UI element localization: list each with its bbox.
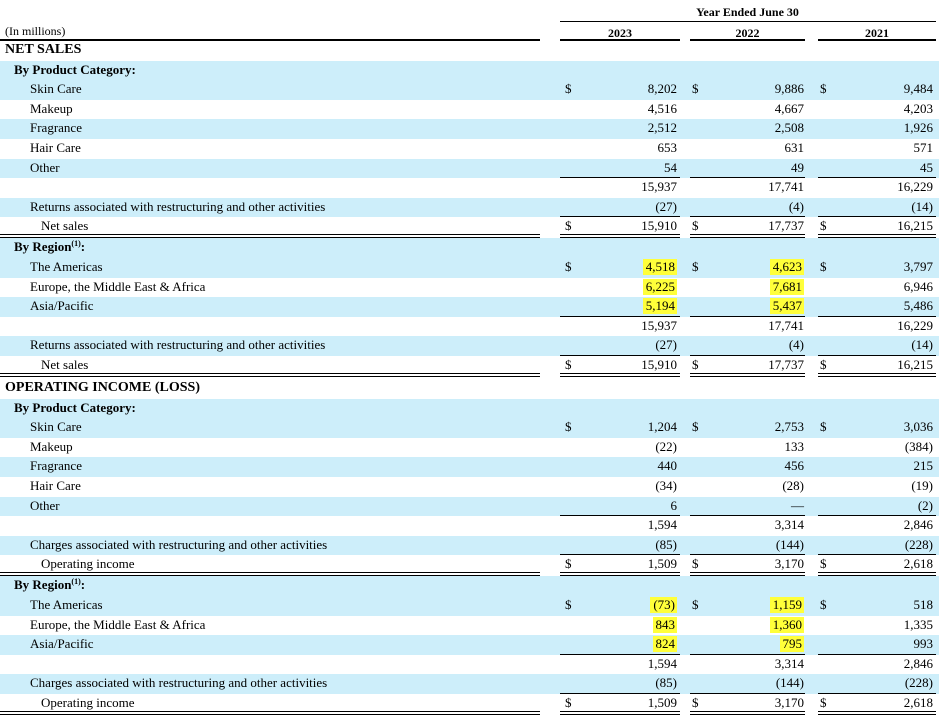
total-top-rule — [818, 693, 936, 694]
currency-symbol: $ — [820, 218, 827, 234]
row-label: Skin Care — [30, 81, 82, 97]
value-cell: 133 — [784, 438, 804, 454]
value-cell: (73) — [650, 597, 677, 613]
group-title-row — [0, 399, 939, 419]
value-cell: 5,194 — [643, 298, 677, 314]
subtotal-rule — [690, 654, 805, 655]
value-cell: 17,737 — [768, 357, 804, 372]
currency-symbol: $ — [820, 81, 827, 97]
value-cell: 17,737 — [768, 218, 804, 234]
group-title-text: By Region — [14, 239, 72, 255]
year-header-2023: 2023 — [608, 26, 632, 40]
value-cell: 2,618 — [903, 695, 933, 710]
subtotal-rule — [818, 316, 936, 317]
table-row — [0, 100, 939, 120]
subtotal-rule — [560, 316, 680, 317]
row-label: Net sales — [41, 357, 89, 372]
total-double-rule — [690, 711, 805, 715]
value-cell: 54 — [664, 159, 677, 175]
table-row — [0, 457, 939, 477]
value-cell: 824 — [653, 636, 678, 652]
table-row — [0, 80, 939, 100]
value-cell: (4) — [788, 198, 804, 214]
total-double-rule — [690, 234, 805, 238]
value-cell: (14) — [911, 337, 933, 353]
row-label: Europe, the Middle East & Africa — [30, 616, 206, 632]
currency-symbol: $ — [565, 597, 572, 612]
row-label: Hair Care — [30, 140, 81, 155]
footnote-marker: (1) — [71, 239, 81, 249]
total-double-rule-label — [0, 711, 540, 715]
value-cell: 7,681 — [770, 279, 804, 295]
subtotal-row — [0, 516, 939, 536]
group-title-text: By Region — [14, 577, 72, 593]
value-cell: 993 — [913, 636, 933, 652]
value-cell: 795 — [780, 636, 805, 652]
row-label: Charges associated with restructuring and other activities — [30, 536, 328, 552]
row-label: Returns associated with restructuring and other activities — [30, 198, 326, 214]
adjustment-row — [0, 336, 939, 356]
table-row — [0, 139, 939, 159]
total-top-rule — [690, 693, 805, 694]
total-double-rule — [818, 373, 936, 377]
row-label: Asia/Pacific — [30, 298, 94, 314]
value-cell: 2,508 — [774, 120, 804, 136]
section-title-row — [0, 41, 939, 61]
value-cell: (228) — [904, 675, 933, 691]
value-cell: (22) — [655, 438, 677, 454]
value-cell: 1,509 — [647, 695, 677, 710]
value-cell: (28) — [782, 478, 804, 493]
table-row — [0, 438, 939, 458]
total-double-rule — [560, 234, 680, 238]
value-cell: 1,335 — [903, 616, 933, 632]
value-cell: 3,797 — [903, 259, 933, 274]
group-title — [14, 577, 85, 593]
total-double-rule — [560, 373, 680, 377]
value-cell: 440 — [657, 458, 677, 474]
value-cell: (228) — [904, 536, 933, 552]
value-cell: 3,036 — [903, 419, 933, 435]
section-title: NET SALES — [5, 42, 82, 57]
value-cell: 6,946 — [903, 278, 933, 294]
total-top-rule — [560, 216, 680, 217]
value-cell: 15,937 — [641, 317, 677, 333]
group-title-suffix: : — [80, 239, 86, 255]
value-cell: 1,159 — [770, 597, 804, 613]
value-cell: 4,516 — [647, 100, 677, 116]
value-cell: 6,225 — [643, 279, 677, 295]
table-row — [0, 477, 939, 497]
value-cell: 518 — [913, 597, 933, 612]
total-double-rule — [690, 572, 805, 576]
value-cell: — — [791, 497, 804, 513]
currency-symbol: $ — [820, 357, 827, 372]
value-cell: 45 — [920, 159, 933, 175]
value-cell: 2,512 — [647, 120, 677, 136]
value-cell: 2,618 — [903, 556, 933, 572]
value-cell: 16,215 — [897, 218, 933, 234]
value-cell: 843 — [653, 617, 678, 633]
value-cell: 5,437 — [770, 298, 804, 314]
total-double-rule-label — [0, 234, 540, 238]
subtotal-rule — [560, 515, 680, 516]
row-label: Other — [30, 497, 60, 513]
table-row — [0, 297, 939, 317]
period-header: Year Ended June 30 — [696, 5, 799, 19]
value-cell: 15,910 — [641, 218, 677, 234]
value-cell: 9,886 — [774, 81, 804, 97]
row-label: Net sales — [41, 218, 89, 234]
subtotal-rule — [818, 515, 936, 516]
value-cell: 653 — [657, 140, 677, 155]
total-double-rule — [690, 373, 805, 377]
value-cell: (27) — [655, 337, 677, 353]
row-label: Hair Care — [30, 478, 81, 493]
row-label: Operating income — [41, 556, 135, 572]
total-double-rule — [560, 711, 680, 715]
row-label: The Americas — [30, 597, 103, 612]
row-label: Charges associated with restructuring and other activities — [30, 675, 328, 691]
currency-symbol: $ — [692, 597, 699, 612]
value-cell: 3,314 — [774, 517, 804, 533]
value-cell: 17,741 — [768, 317, 804, 333]
row-label: Other — [30, 159, 60, 175]
currency-symbol: $ — [565, 218, 572, 234]
group-title-row — [0, 61, 939, 81]
currency-symbol: $ — [820, 597, 827, 612]
group-title-text: By Product Category: — [14, 399, 136, 415]
currency-symbol: $ — [565, 419, 572, 435]
value-cell: 1,509 — [647, 556, 677, 572]
value-cell: (4) — [788, 337, 804, 353]
value-cell: 15,910 — [641, 357, 677, 372]
value-cell: 215 — [913, 458, 933, 474]
value-cell: 5,486 — [903, 298, 933, 314]
value-cell: (85) — [655, 536, 677, 552]
value-cell: (85) — [655, 675, 677, 691]
value-cell: (19) — [911, 478, 933, 493]
table-row — [0, 258, 939, 278]
value-cell: (34) — [655, 478, 677, 493]
currency-symbol: $ — [820, 259, 827, 274]
value-cell: 1,204 — [647, 419, 677, 435]
table-row — [0, 119, 939, 139]
column-header-row — [0, 22, 939, 39]
value-cell: 4,667 — [774, 100, 804, 116]
row-label: Makeup — [30, 438, 73, 454]
subtotal-rule — [560, 654, 680, 655]
row-label: Asia/Pacific — [30, 636, 94, 652]
currency-symbol: $ — [820, 556, 827, 572]
currency-symbol: $ — [692, 218, 699, 234]
value-cell: 17,741 — [768, 179, 804, 195]
row-label: Operating income — [41, 695, 135, 710]
value-cell: 1,594 — [647, 517, 677, 533]
total-double-rule — [560, 572, 680, 576]
currency-symbol: $ — [692, 556, 699, 572]
table-row — [0, 596, 939, 616]
currency-symbol: $ — [565, 695, 572, 710]
currency-symbol: $ — [565, 259, 572, 274]
currency-symbol: $ — [692, 81, 699, 97]
table-row — [0, 418, 939, 438]
value-cell: 8,202 — [647, 81, 677, 97]
footnote-marker: (1) — [71, 577, 81, 587]
table-row — [0, 616, 939, 636]
row-label: Makeup — [30, 100, 73, 116]
value-cell: (2) — [917, 497, 933, 513]
total-double-rule-label — [0, 373, 540, 377]
table-row — [0, 497, 939, 517]
subtotal-rule — [818, 654, 936, 655]
subtotal-rule — [690, 515, 805, 516]
value-cell: 571 — [913, 140, 933, 155]
value-cell: (14) — [911, 198, 933, 214]
table-row — [0, 635, 939, 655]
value-cell: 3,170 — [774, 695, 804, 710]
row-label: Europe, the Middle East & Africa — [30, 278, 206, 294]
row-label: Returns associated with restructuring and other activities — [30, 337, 326, 353]
group-title — [14, 62, 136, 78]
total-top-rule — [690, 554, 805, 555]
subtotal-rule — [560, 177, 680, 178]
row-label: The Americas — [30, 259, 103, 274]
group-title-row — [0, 238, 939, 258]
value-cell: 2,846 — [903, 655, 933, 671]
value-cell: 1,594 — [647, 655, 677, 671]
value-cell: 456 — [784, 458, 804, 474]
total-top-rule — [818, 355, 936, 356]
group-title-row — [0, 576, 939, 596]
group-title — [14, 239, 85, 255]
total-top-rule — [560, 355, 680, 356]
currency-symbol: $ — [820, 419, 827, 435]
currency-symbol: $ — [820, 695, 827, 710]
value-cell: 9,484 — [903, 81, 933, 97]
section-title-row — [0, 379, 939, 399]
value-cell: 631 — [784, 140, 804, 155]
adjustment-row — [0, 536, 939, 556]
total-top-rule — [690, 216, 805, 217]
value-cell: (384) — [904, 438, 933, 454]
table-row — [0, 278, 939, 298]
subtotal-row — [0, 178, 939, 198]
currency-symbol: $ — [565, 357, 572, 372]
group-title — [14, 400, 136, 416]
value-cell: 4,203 — [903, 100, 933, 116]
total-top-rule — [560, 554, 680, 555]
year-header-2021: 2021 — [865, 26, 889, 40]
total-top-rule — [560, 693, 680, 694]
value-cell: 16,229 — [897, 317, 933, 333]
value-cell: 6 — [670, 497, 677, 513]
group-title-text: By Product Category: — [14, 61, 136, 77]
subtotal-row — [0, 317, 939, 337]
total-top-rule — [690, 355, 805, 356]
value-cell: 16,215 — [897, 357, 933, 372]
total-top-rule — [818, 216, 936, 217]
units-label: (In millions) — [5, 24, 66, 38]
subtotal-rule — [818, 177, 936, 178]
total-double-rule — [818, 572, 936, 576]
subtotal-rule — [690, 316, 805, 317]
currency-symbol: $ — [692, 259, 699, 274]
adjustment-row — [0, 198, 939, 218]
table-row — [0, 159, 939, 179]
row-label: Fragrance — [30, 120, 82, 136]
adjustment-row — [0, 674, 939, 694]
row-label: Fragrance — [30, 458, 82, 474]
total-double-rule-label — [0, 572, 540, 576]
row-label: Skin Care — [30, 419, 82, 435]
total-double-rule — [818, 234, 936, 238]
currency-symbol: $ — [565, 81, 572, 97]
value-cell: 1,360 — [770, 617, 804, 633]
value-cell: 4,518 — [643, 259, 677, 275]
total-double-rule — [818, 711, 936, 715]
year-header-2022: 2022 — [735, 26, 760, 40]
subtotal-row — [0, 655, 939, 675]
value-cell: 49 — [791, 159, 804, 175]
value-cell: 2,846 — [903, 517, 933, 533]
currency-symbol: $ — [692, 357, 699, 372]
section-title: OPERATING INCOME (LOSS) — [5, 380, 200, 395]
value-cell: 3,170 — [774, 556, 804, 572]
subtotal-rule — [690, 177, 805, 178]
value-cell: (144) — [775, 536, 804, 552]
currency-symbol: $ — [692, 419, 699, 435]
value-cell: 16,229 — [897, 179, 933, 195]
currency-symbol: $ — [565, 556, 572, 572]
currency-symbol: $ — [692, 695, 699, 710]
value-cell: 15,937 — [641, 179, 677, 195]
value-cell: 3,314 — [774, 655, 804, 671]
total-top-rule — [818, 554, 936, 555]
value-cell: (144) — [775, 675, 804, 691]
value-cell: (27) — [655, 198, 677, 214]
value-cell: 2,753 — [774, 419, 804, 435]
value-cell: 1,926 — [903, 120, 933, 136]
value-cell: 4,623 — [770, 259, 804, 275]
group-title-suffix: : — [80, 577, 86, 593]
